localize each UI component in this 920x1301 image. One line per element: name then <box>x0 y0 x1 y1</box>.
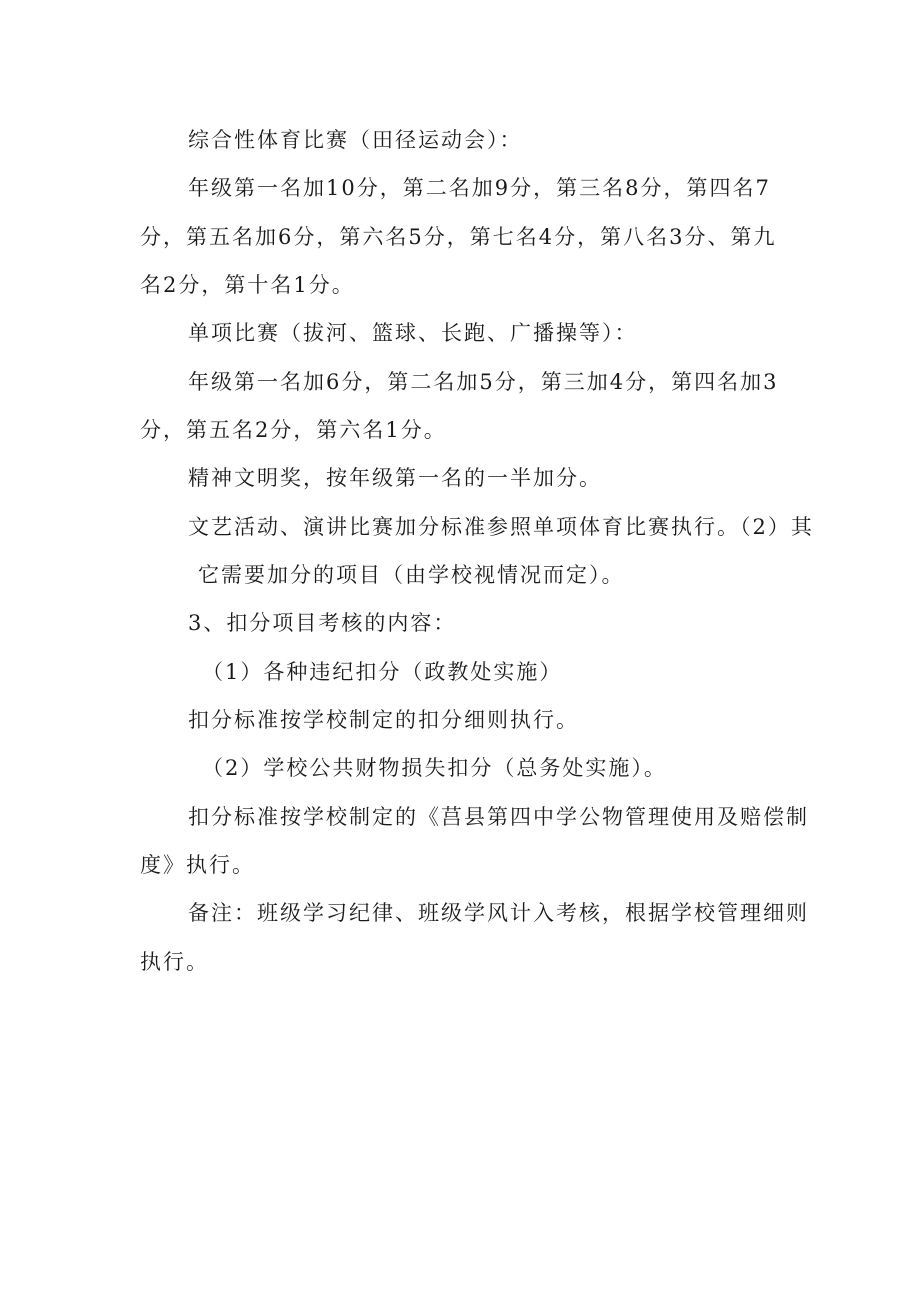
paragraph-remarks: 备注：班级学习纪律、班级学风计入考核，根据学校管理细则 <box>188 901 809 925</box>
paragraph-deduction-standard: 扣分标准按学校制定的扣分细则执行。 <box>188 708 579 732</box>
paragraph-athletics-scoring: 年级第一名加10分，第二名加9分，第三名8分，第四名7 <box>188 176 771 200</box>
heading-deduction-items: 3、扣分项目考核的内容： <box>188 611 457 635</box>
heading-athletics-meet: 综合性体育比赛（田径运动会）： <box>188 128 523 152</box>
paragraph-athletics-scoring-end: 名2分，第十名1分。 <box>140 273 355 297</box>
heading-single-events: 单项比赛（拔河、篮球、长跑、广播操等）： <box>188 321 638 345</box>
paragraph-spirit-award: 精神文明奖，按年级第一名的一半加分。 <box>188 466 602 490</box>
paragraph-single-scoring-end: 分，第五名2分，第六名1分。 <box>140 418 447 442</box>
item-property-deduction: （2）学校公共财物损失扣分（总务处实施）。 <box>202 756 667 780</box>
paragraph-arts-activities: 文艺活动、演讲比赛加分标准参照单项体育比赛执行。（2）其 <box>188 515 814 539</box>
paragraph-property-standard: 扣分标准按学校制定的《莒县第四中学公物管理使用及赔偿制 <box>188 805 809 829</box>
paragraph-athletics-scoring-cont: 分，第五名加6分，第六名5分，第七名4分，第八名3分、第九 <box>140 225 777 249</box>
item-discipline-deduction: （1）各种违纪扣分（政教处实施） <box>202 660 563 684</box>
paragraph-single-scoring: 年级第一名加6分，第二名加5分，第三加4分，第四名加3 <box>188 370 779 394</box>
paragraph-remarks-end: 执行。 <box>140 950 209 974</box>
paragraph-arts-activities-cont: 它需要加分的项目（由学校视情况而定）。 <box>198 563 625 587</box>
paragraph-property-standard-end: 度》执行。 <box>140 853 255 877</box>
